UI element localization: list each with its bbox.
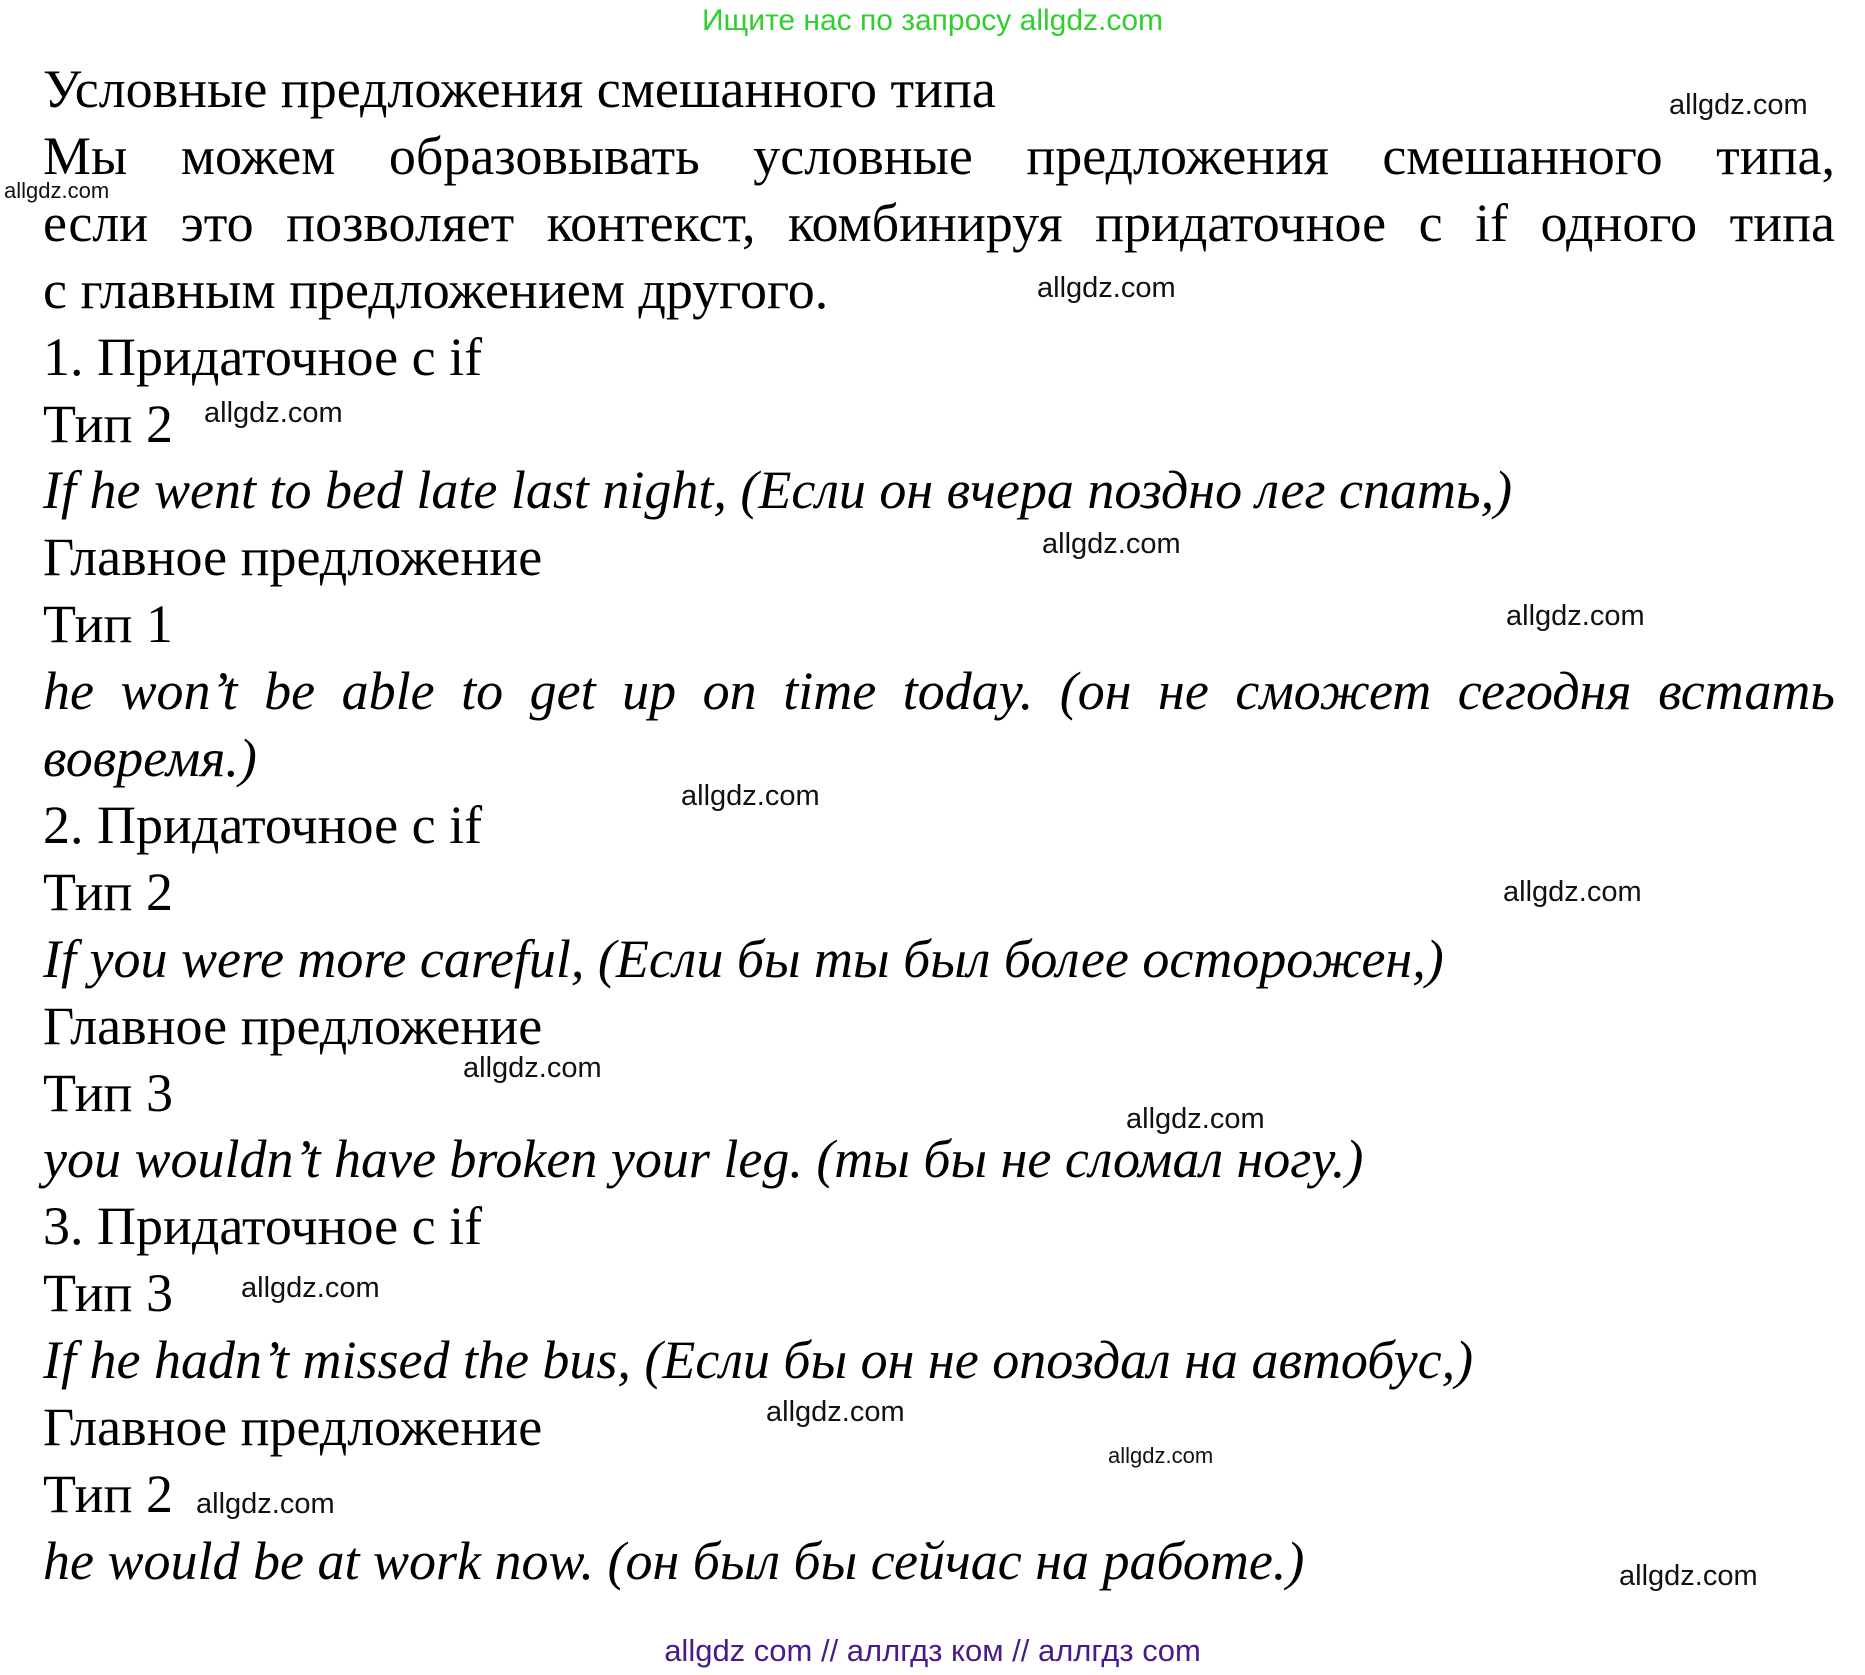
example-sentence: вовремя.)	[43, 728, 257, 788]
watermark: allgdz.com	[1503, 876, 1642, 908]
watermark: allgdz.com	[196, 1488, 335, 1520]
example-sentence: he would be at work now. (он был бы сейчас на работе.)	[43, 1530, 1305, 1591]
example-sentence: he won’t be able to get up on time today. (он не сможет сегодня встать	[43, 661, 1835, 722]
watermark: allgdz.com	[1619, 1560, 1758, 1592]
header-banner: Ищите нас по запросу allgdz.com	[701, 4, 1164, 37]
text-line: Тип 1	[43, 594, 173, 655]
watermark: allgdz.com	[681, 780, 820, 812]
watermark: allgdz.com	[463, 1052, 602, 1084]
example-sentence: If you were more careful, (Если бы ты был более осторожен,)	[43, 928, 1444, 989]
watermark: allgdz.com	[1669, 89, 1808, 121]
text-line: 1. Придаточное с if	[43, 326, 483, 387]
text-line: Главное предложение	[43, 995, 543, 1056]
text-line: Тип 3	[43, 1062, 173, 1123]
text-line: Тип 2	[43, 1463, 173, 1524]
example-sentence: If he went to bed late last night, (Если он вчера поздно лег спать,)	[43, 460, 1513, 521]
text-line: Главное предложение	[43, 527, 543, 588]
text-line: если это позволяет контекст, комбинируя придаточное с if одного типа	[43, 192, 1835, 253]
watermark: allgdz.com	[1108, 1443, 1214, 1468]
text-line: 3. Придаточное с if	[43, 1196, 483, 1257]
text-line: Мы можем образовывать условные предложения смешанного типа,	[43, 125, 1835, 186]
watermark: allgdz.com	[241, 1272, 380, 1304]
text-line: Главное предложение	[43, 1397, 543, 1457]
text-line: Тип 2	[43, 861, 173, 922]
watermark: allgdz.com	[1506, 600, 1645, 632]
text-line: с главным предложением другого.	[43, 259, 829, 320]
page-title: Условные предложения смешанного типа	[43, 59, 996, 119]
watermark: allgdz.com	[1126, 1103, 1265, 1135]
text-line: Тип 2	[43, 393, 173, 454]
watermark: allgdz.com	[1037, 272, 1176, 304]
watermark: allgdz.com	[204, 397, 343, 429]
watermark: allgdz.com	[766, 1396, 905, 1428]
text-line: 2. Придаточное с if	[43, 794, 483, 855]
footer-banner: allgdz com // аллгдз ком // аллгдз com	[664, 1633, 1201, 1668]
example-sentence: If he hadn’t missed the bus, (Если бы он не опоздал на автобус,)	[43, 1330, 1474, 1391]
text-line: Тип 3	[43, 1263, 173, 1324]
watermark: allgdz.com	[1042, 528, 1181, 560]
watermark: allgdz.com	[4, 178, 110, 203]
example-sentence: you wouldn’t have broken your leg. (ты бы не сломал ногу.)	[43, 1129, 1364, 1190]
